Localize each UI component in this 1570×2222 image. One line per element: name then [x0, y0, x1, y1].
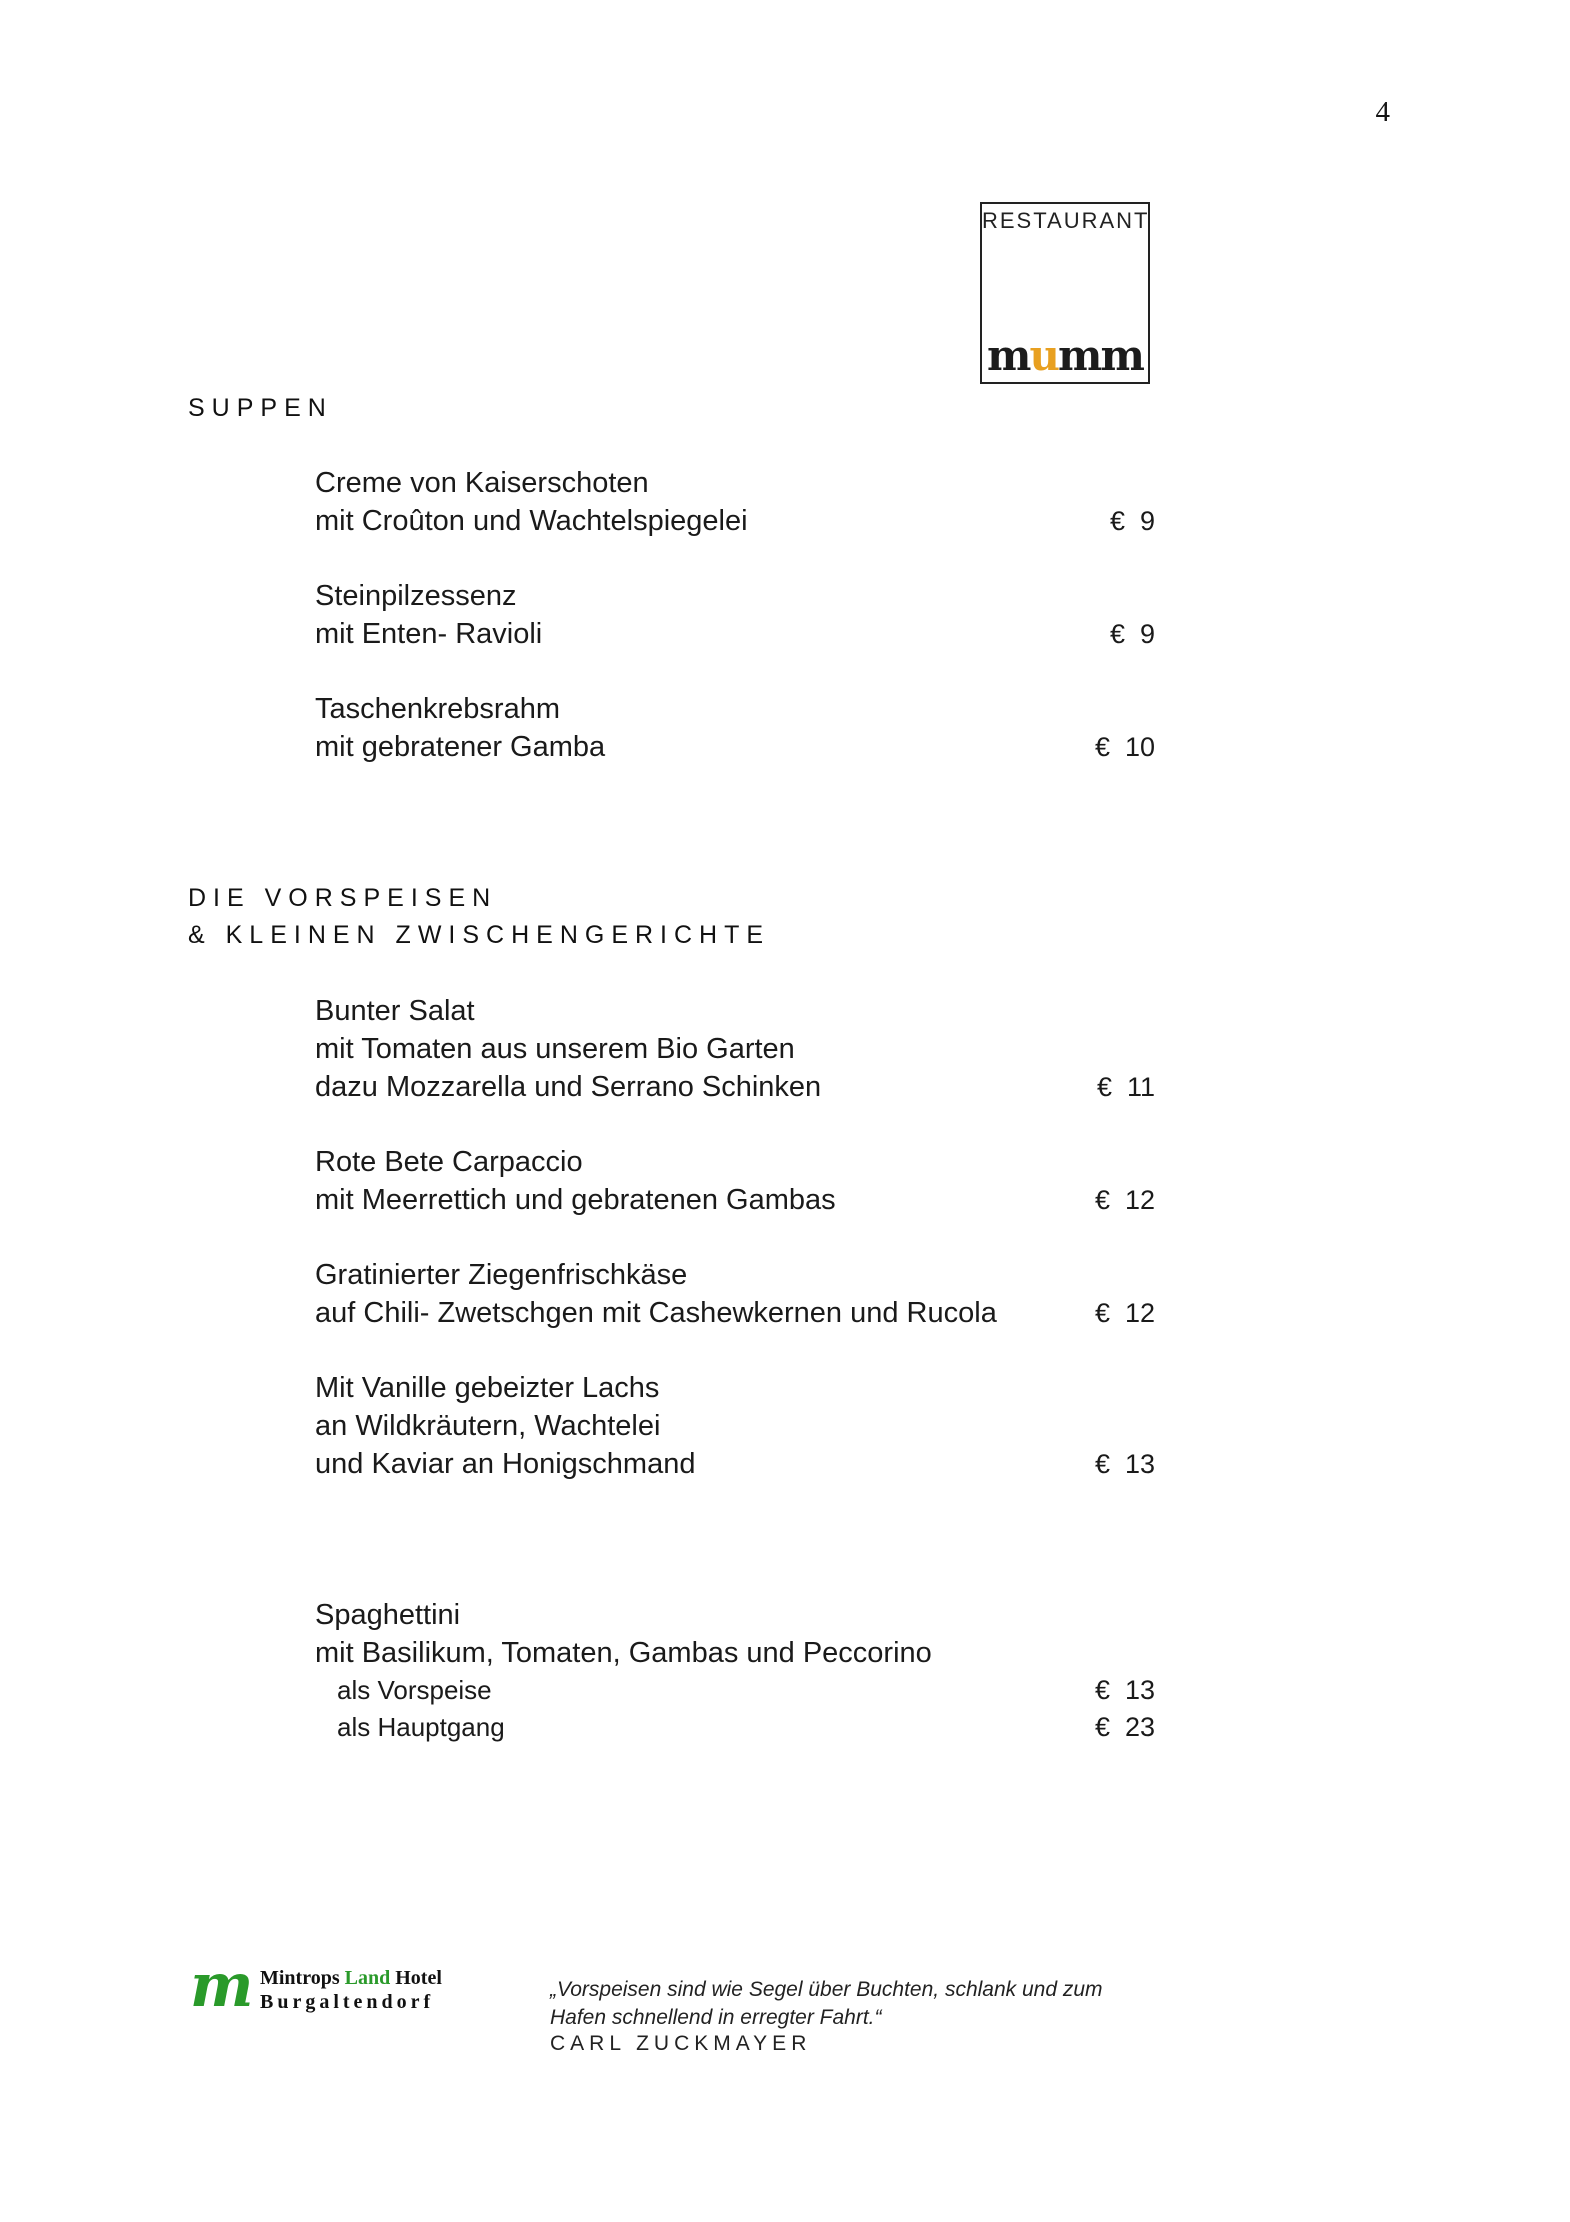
item-price: € 23: [1094, 1712, 1155, 1742]
restaurant-logo: [980, 202, 1150, 384]
item-price: € 10: [1094, 732, 1155, 762]
logo-mumm-script: mumm: [987, 331, 1143, 380]
item-price: € 13: [1094, 1449, 1155, 1479]
section-heading-suppen: SUPPEN: [188, 394, 333, 422]
menu-item: Taschenkrebsrahm mit gebratener Gamba € 10: [315, 690, 1155, 766]
menu-item: Spaghettini mit Basilikum, Tomaten, Gambas und Peccorino: [315, 1599, 932, 1669]
item-price: € 9: [1109, 506, 1155, 536]
item-price: € 9: [1109, 619, 1155, 649]
menu-item: Bunter Salat mit Tomaten aus unserem Bio Garten dazu Mozzarella und Serrano Schinken € 11: [315, 992, 1155, 1106]
menu-item: Gratinierter Ziegenfrischkäse auf Chili- Zwetschgen mit Cashewkernen und Rucola € 12: [315, 1256, 1155, 1332]
section-heading-vorspeisen: DIE VORSPEISEN & KLEINEN ZWISCHENGERICHTE: [188, 884, 771, 949]
page-number: 4: [1375, 96, 1390, 128]
footer-quote: „Vorspeisen sind wie Segel über Buchten, schlank und zum Hafen schnellend in erregter Fahrt.“: [550, 1978, 1103, 2029]
logo-restaurant-text: RESTAURANT: [982, 208, 1150, 233]
menu-item: Mit Vanille gebeizter Lachs an Wildkräutern, Wachtelei und Kaviar an Honigschmand € 13: [315, 1369, 1155, 1483]
hotel-logo-m-icon: m: [190, 1951, 254, 2021]
item-price: € 12: [1094, 1185, 1155, 1215]
menu-item: Steinpilzessenz mit Enten- Ravioli € 9: [315, 577, 1155, 653]
pasta-option: als Hauptgang € 23: [315, 1709, 1155, 1746]
item-price: € 11: [1096, 1072, 1155, 1102]
item-price: € 12: [1094, 1298, 1155, 1328]
vorspeisen-list: [315, 992, 1155, 1520]
quote-author: CARL ZUCKMAYER: [550, 2032, 812, 2055]
hotel-logo: m Mintrops Land Hotel Burgaltendorf: [190, 1951, 442, 2021]
pasta-item: [315, 1596, 1155, 1746]
item-price: € 13: [1094, 1675, 1155, 1705]
menu-item: Rote Bete Carpaccio mit Meerrettich und gebratenen Gambas € 12: [315, 1143, 1155, 1219]
suppen-list: [315, 464, 1155, 803]
pasta-option: als Vorspeise € 13: [315, 1672, 1155, 1709]
menu-item: Creme von Kaiserschoten mit Croûton und Wachtelspiegelei € 9: [315, 464, 1155, 540]
